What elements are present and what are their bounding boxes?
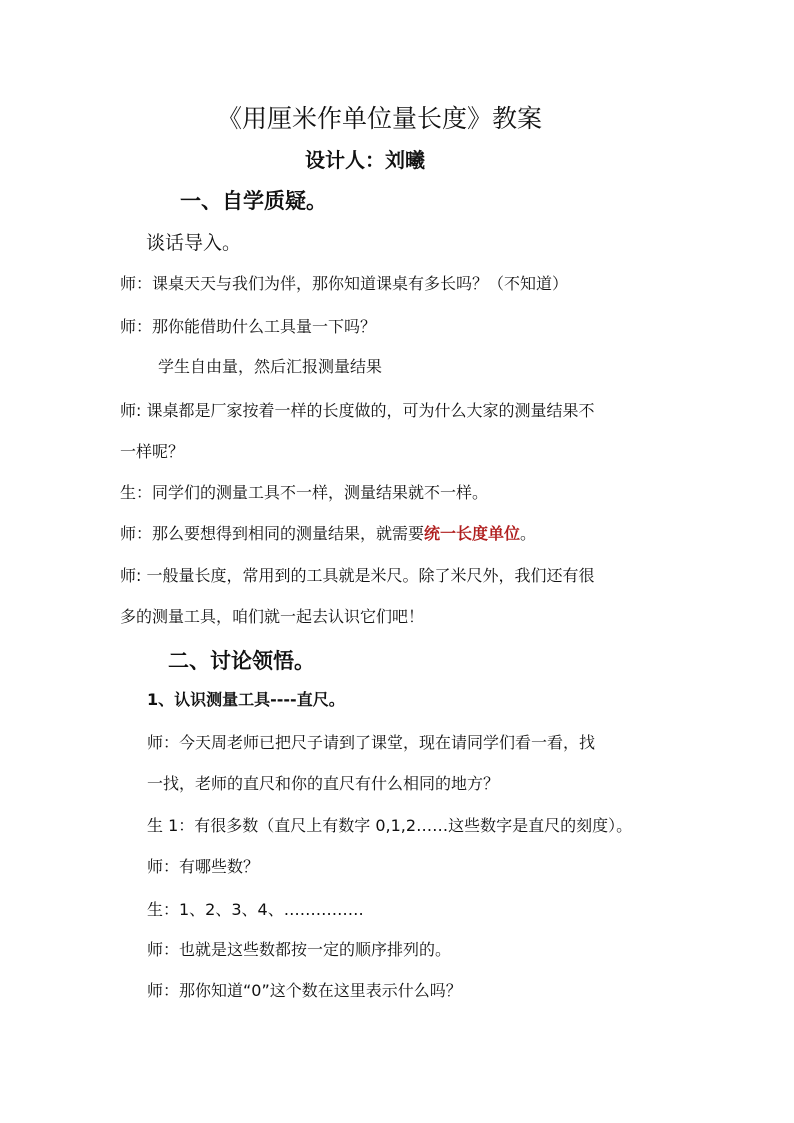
document-title: 《用厘米作单位量长度》教案: [217, 104, 543, 133]
unify-unit-prefix: 师：那么要想得到相同的测量结果，就需要: [120, 524, 425, 543]
highlight-unify-length-unit: 统一长度单位: [424, 524, 521, 543]
section-heading-2: 二、讨论领悟。: [168, 649, 315, 673]
paragraph-line: 生：同学们的测量工具不一样，测量结果就不一样。: [120, 483, 489, 502]
paragraph-line: 一样呢？: [120, 442, 185, 461]
paragraph-line: 师：课桌天天与我们为伴，那你知道课桌有多长吗？（不知道）: [120, 274, 569, 293]
paragraph-line: 多的测量工具，咱们就一起去认识它们吧！: [120, 607, 425, 626]
paragraph-line: 学生自由量，然后汇报测量结果: [158, 357, 383, 376]
paragraph-line: 师：今天周老师已把尺子请到了课堂，现在请同学们看一看，找: [147, 733, 596, 752]
section-heading-1: 一、自学质疑。: [180, 189, 327, 213]
paragraph-line: 师：也就是这些数都按一定的顺序排列的。: [147, 940, 452, 959]
paragraph-line: 师: 一般量长度，常用到的工具就是米尺。除了米尺外，我们还有很: [120, 566, 595, 585]
paragraph-line: 生：1、2、3、4、……………: [147, 900, 364, 919]
author-line: 设计人：刘曦: [305, 148, 425, 172]
paragraph-line: 师：那你知道“0”这个数在这里表示什么吗？: [147, 981, 462, 1000]
section-subheading-1: 谈话导入。: [146, 232, 242, 254]
unify-unit-line: [120, 523, 536, 545]
section-subheading-2: 1、认识测量工具----直尺。: [147, 690, 345, 709]
paragraph-line: 师：那你能借助什么工具量一下吗？: [120, 317, 377, 336]
unify-unit-suffix: 。: [520, 524, 537, 543]
paragraph-line: 师: 课桌都是厂家按着一样的长度做的，可为什么大家的测量结果不: [120, 401, 595, 420]
paragraph-line: 生 1：有很多数（直尺上有数字 0,1,2……这些数字是直尺的刻度）。: [147, 816, 633, 835]
paragraph-line: 一找，老师的直尺和你的直尺有什么相同的地方？: [147, 774, 500, 793]
paragraph-line: 师：有哪些数？: [147, 857, 260, 876]
